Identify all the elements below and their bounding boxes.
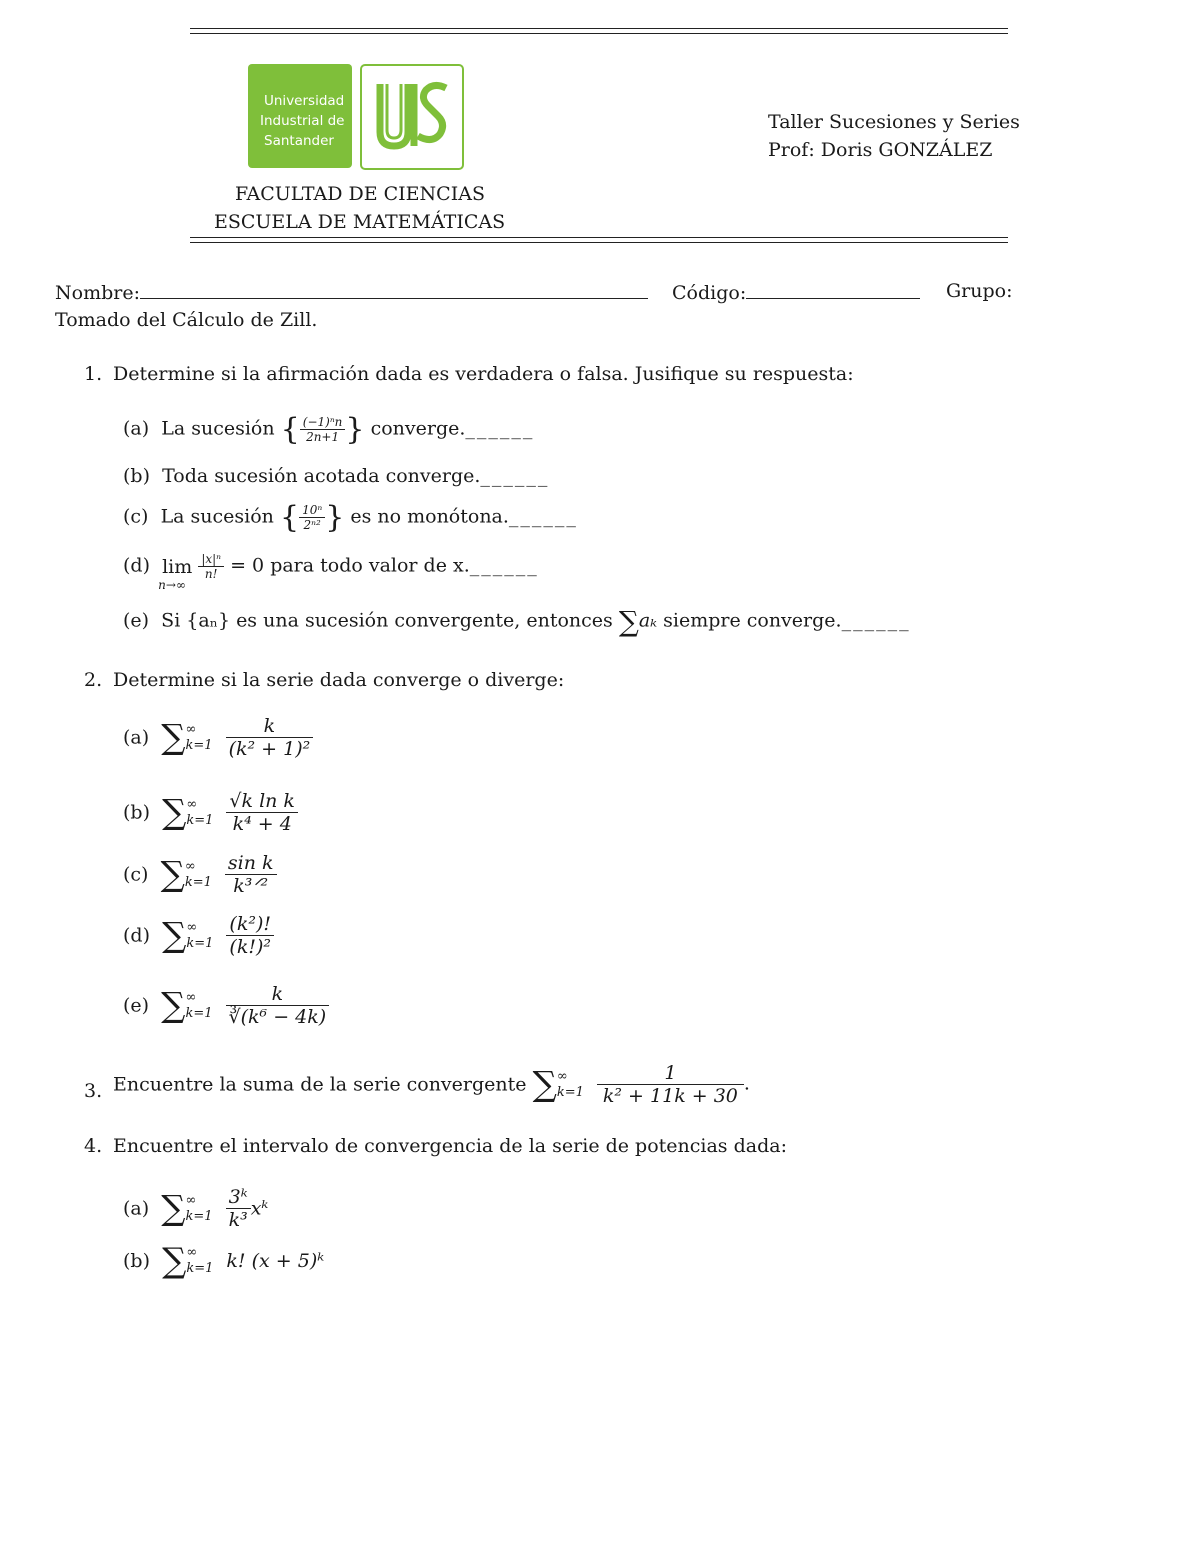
q1b-text: Toda sucesión acotada converge.	[162, 465, 481, 487]
sum-limits	[185, 990, 219, 1022]
q1d-den: n!	[198, 566, 224, 581]
right-brace: }	[325, 500, 345, 535]
q1c-post: es no monótona.	[350, 505, 509, 528]
sum-limits	[185, 859, 219, 891]
sum-sub: k=1	[185, 737, 213, 753]
workshop-title: Taller Sucesiones y Series	[768, 111, 1020, 133]
q1a-pre: La sucesión	[161, 417, 275, 440]
q2-item-c	[123, 852, 277, 897]
q1e-blank: ______	[841, 609, 911, 632]
sum-sup: ∞	[184, 858, 196, 874]
q3-end: .	[743, 1072, 750, 1095]
logo-text-box	[248, 64, 352, 168]
q1d-blank: ______	[469, 554, 539, 577]
q1e-label: (e)	[123, 609, 150, 632]
top-rule	[190, 28, 1008, 29]
q2-text: Determine si la serie dada converge o diverge:	[113, 669, 565, 691]
q1-item-b	[123, 465, 549, 487]
q4a-fraction	[226, 1186, 251, 1231]
q2c-fraction	[225, 852, 277, 897]
q1-item-d	[123, 552, 539, 592]
q1-number: 1.	[84, 363, 103, 385]
sum-limits	[186, 920, 220, 952]
q2d-num: (k²)!	[229, 913, 272, 935]
q4b-label: (b)	[123, 1250, 150, 1272]
professor-name: Prof: Doris GONZÁLEZ	[768, 139, 993, 161]
q1e-sum: ∑	[618, 605, 639, 638]
sum-sub: k=1	[556, 1084, 584, 1100]
q1b-label: (b)	[123, 465, 150, 487]
q1c-blank: ______	[508, 505, 578, 528]
q4b-expr: k! (x + 5)ᵏ	[226, 1250, 325, 1272]
right-brace: }	[345, 412, 365, 447]
q2e-num: k	[271, 983, 284, 1005]
q2b-label: (b)	[123, 801, 150, 824]
q2d-label: (d)	[123, 924, 150, 947]
q1a-label: (a)	[123, 417, 150, 440]
logo-line-1: Universidad	[264, 93, 345, 109]
q2b-fraction	[226, 790, 298, 835]
q3-number: 3.	[84, 1080, 103, 1102]
q1c-label: (c)	[123, 505, 149, 528]
q4a-post: xᵏ	[250, 1197, 269, 1220]
q2e-label: (e)	[123, 994, 150, 1017]
header-rule	[190, 237, 1008, 238]
q2-number: 2.	[84, 669, 103, 691]
sum-symbol: ∑	[160, 854, 185, 895]
q1a-den: 2n+1	[300, 429, 346, 444]
header-rule-2	[190, 242, 1008, 243]
faculty-name: FACULTAD DE CIENCIAS	[235, 183, 485, 205]
q2a-num: k	[263, 715, 276, 737]
q1d-num: |x|ⁿ	[201, 552, 222, 566]
q2a-label: (a)	[123, 726, 150, 749]
sum-symbol: ∑	[162, 1241, 187, 1281]
sum-limits	[186, 1193, 220, 1225]
sum-sup: ∞	[185, 721, 197, 737]
q2d-fraction	[226, 913, 274, 958]
name-field[interactable]	[55, 280, 648, 304]
q2e-fraction	[226, 983, 330, 1028]
q1-item-c	[123, 500, 578, 535]
q1-item-e	[123, 605, 911, 638]
source-note: Tomado del Cálculo de Zill.	[55, 309, 318, 331]
q2-item-d	[123, 913, 274, 958]
q2c-num: sin k	[227, 852, 274, 874]
q1d-eq: = 0	[230, 554, 265, 577]
q1c-pre: La sucesión	[160, 505, 274, 528]
q2b-num: √k ln k	[229, 790, 295, 812]
q2e-den: ∛(k⁶ − 4k)	[226, 1005, 330, 1028]
sum-sub: k=1	[186, 935, 214, 951]
q1d-fraction	[198, 552, 224, 581]
q1c-num: 10ⁿ	[302, 503, 323, 517]
school-name: ESCUELA DE MATEMÁTICAS	[214, 211, 506, 233]
sum-limits	[186, 797, 220, 829]
q1d-lim-sub: n→∞	[158, 577, 186, 592]
sum-sub: k=1	[184, 874, 212, 890]
q3-num: 1	[664, 1062, 677, 1084]
q2-item-a	[123, 715, 313, 760]
q1d-label: (d)	[123, 554, 150, 577]
sum-sup: ∞	[186, 919, 198, 935]
uis-logo	[246, 60, 466, 172]
q4-item-b	[123, 1241, 325, 1281]
code-line[interactable]	[746, 280, 920, 299]
q4-text: Encuentre el intervalo de convergencia de la serie de potencias dada:	[113, 1135, 787, 1157]
sum-sub: k=1	[185, 1208, 213, 1224]
q1a-post: converge.	[370, 417, 466, 440]
sum-sup: ∞	[556, 1068, 568, 1084]
q2a-fraction	[226, 715, 314, 760]
left-brace: {	[280, 412, 300, 447]
code-field[interactable]	[672, 280, 920, 304]
q1b-blank: ______	[480, 465, 550, 487]
code-label: Código:	[672, 282, 747, 304]
sum-sub: k=1	[186, 812, 214, 828]
left-brace: {	[279, 500, 300, 535]
q1d-lim: lim	[162, 555, 193, 578]
uis-emblem-icon	[370, 74, 454, 160]
sum-limits	[186, 1245, 220, 1277]
q2-item-e	[123, 983, 329, 1028]
logo-line-3: Santander	[264, 133, 334, 149]
q4a-den: k³	[226, 1208, 251, 1231]
name-line[interactable]	[140, 280, 648, 299]
sum-sup: ∞	[186, 796, 198, 812]
q3-den: k² + 11k + 30	[597, 1084, 744, 1107]
q3-fraction	[597, 1062, 744, 1107]
q1-item-a	[123, 412, 534, 447]
sum-symbol: ∑	[161, 985, 186, 1026]
q1e-pre: Si {aₙ} es una sucesión convergente, entonces	[161, 609, 613, 632]
q3-text: Encuentre la suma de la serie convergente	[113, 1073, 527, 1096]
sum-sub: k=1	[185, 1005, 213, 1021]
q1d-post: para todo valor de x.	[270, 554, 470, 577]
sum-symbol: ∑	[162, 792, 187, 833]
q3-line	[113, 1062, 750, 1107]
sum-symbol: ∑	[161, 717, 186, 758]
name-label: Nombre:	[55, 282, 140, 304]
q4-number: 4.	[84, 1135, 103, 1157]
sum-limits	[186, 722, 220, 754]
q1e-term: aₖ	[638, 609, 658, 632]
q1a-fraction	[300, 415, 346, 444]
sum-sup: ∞	[185, 1192, 197, 1208]
q1c-den: 2ⁿ²	[299, 517, 325, 532]
sum-sub: k=1	[186, 1261, 214, 1276]
q2-item-b	[123, 790, 298, 835]
q1c-fraction	[299, 503, 325, 532]
sum-limits	[557, 1069, 591, 1101]
group-label: Grupo:	[946, 280, 1013, 302]
q2c-den: k³ᐟ²	[225, 874, 277, 897]
q1-text: Determine si la afirmación dada es verdadera o falsa. Jusifique su respuesta:	[113, 363, 854, 385]
q1a-num: (−1)ⁿn	[302, 415, 343, 429]
q4a-num: 3ᵏ	[228, 1186, 248, 1208]
q2b-den: k⁴ + 4	[226, 812, 298, 835]
sum-symbol: ∑	[162, 915, 187, 956]
logo-line-2: Industrial de	[260, 113, 345, 129]
q1a-blank: ______	[465, 417, 535, 440]
q1d-limit	[158, 555, 193, 592]
q4-item-a	[123, 1186, 268, 1231]
q2d-den: (k!)²	[226, 935, 274, 958]
logo-emblem	[360, 64, 464, 170]
top-rule-2	[190, 33, 1008, 34]
sum-sup: ∞	[185, 989, 197, 1005]
q2a-den: (k² + 1)²	[226, 737, 314, 760]
sum-sup: ∞	[186, 1245, 198, 1260]
q2c-label: (c)	[123, 863, 149, 886]
q1e-post: siempre converge.	[663, 609, 842, 632]
q4a-label: (a)	[123, 1197, 150, 1220]
sum-symbol: ∑	[532, 1064, 557, 1105]
sum-symbol: ∑	[161, 1188, 186, 1229]
